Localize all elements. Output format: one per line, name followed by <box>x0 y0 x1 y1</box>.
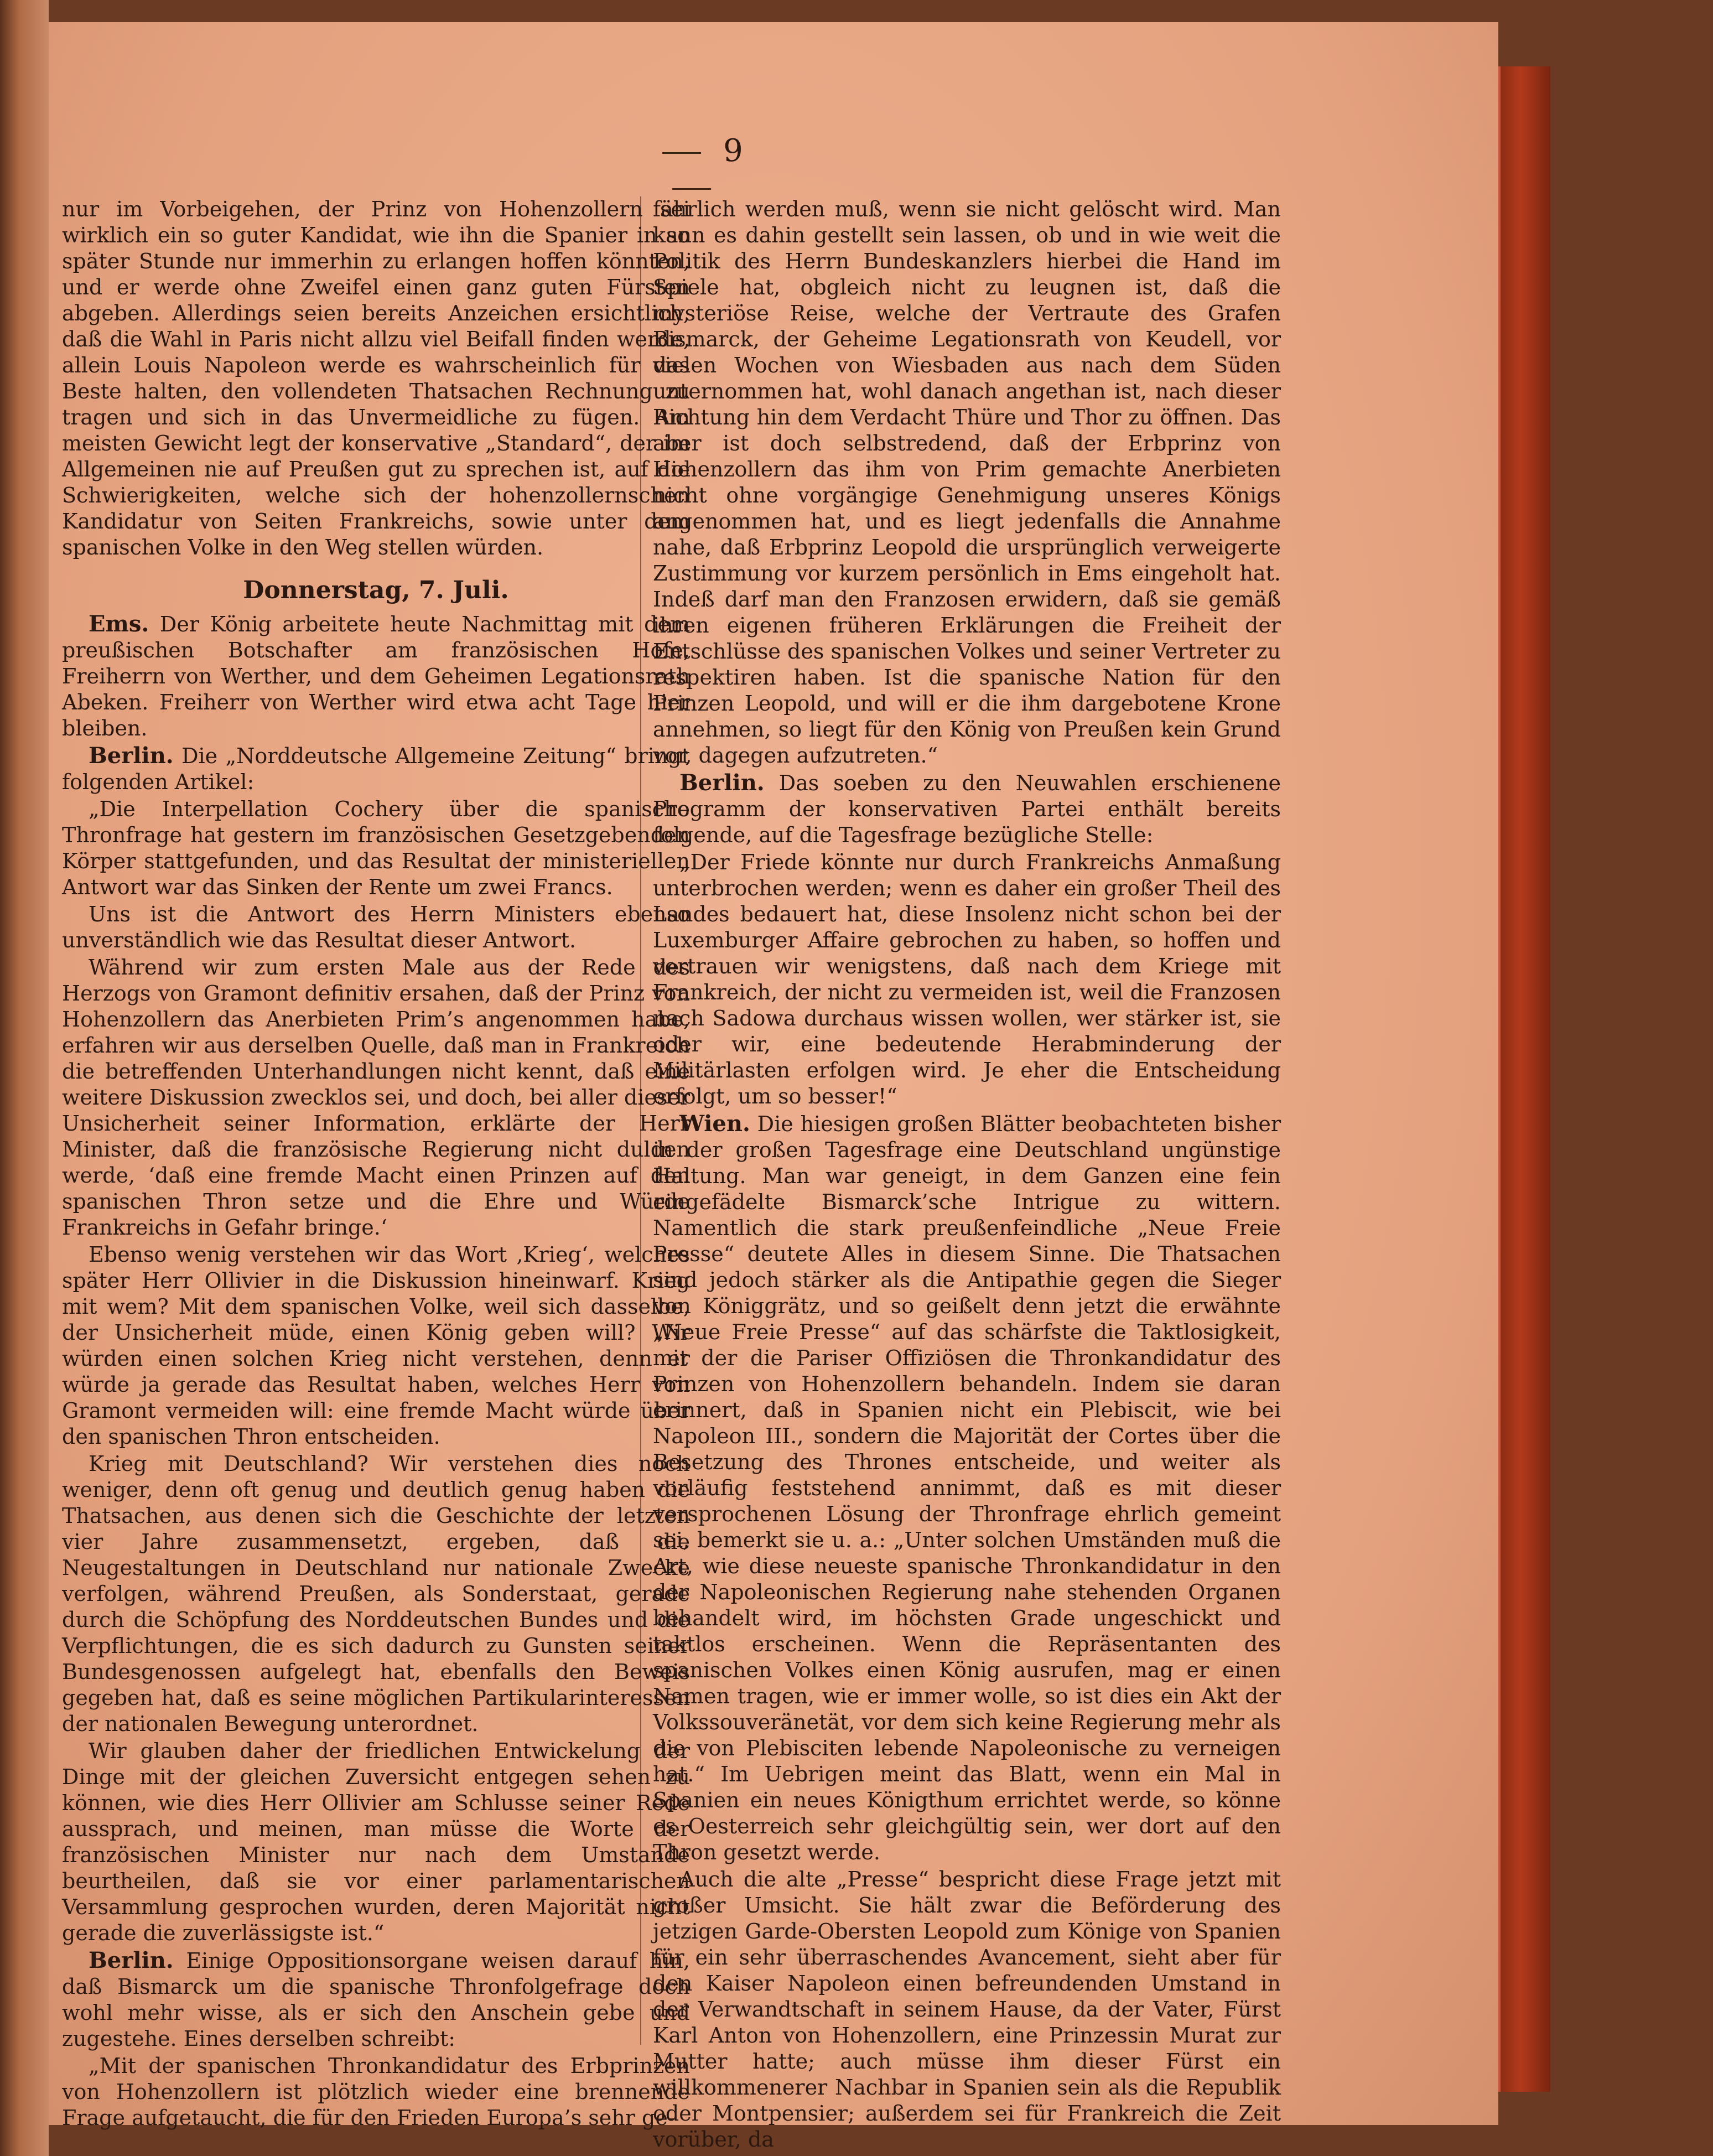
ems-report <box>62 611 690 742</box>
date-heading: Donnerstag, 7. Juli. <box>243 576 509 604</box>
dateline-berlin: Berlin. <box>89 1947 174 1973</box>
page-number-value: 9 <box>723 133 743 169</box>
wien-text: Die hiesigen großen Blätter beobachteten bisher in der großen Tagesfrage eine Deutschland ungünstige Haltung. Man war geneigt, in dem Ganzen eine fein eingefädelte Bismarck’sche Intrigue zu wittern. Namentlich die stark preußenfeindliche „Neue Freie Presse“ deutete Alles in diesem Sinne. Die Thatsachen sind jedoch stärker als die Antipathie gegen die Sieger von Königgrätz, und so geißelt denn jetzt die erwähnte „Neue Freie Presse“ auf das schärfste die Taktlosigkeit, mit der die Pariser Offiziösen die Thronkandidatur des Prinzen von Hohenzollern behandeln. Indem sie daran erinnert, daß in Spanien nicht ein Plebiscit, wie bei Napoleon III., sondern die Majorität der Cortes über die Besetzung des Thrones entscheide, und weiter als vorläufig feststehend annimmt, daß es mit dieser versprochenen Lösung der Thronfrage ehrlich gemeint sei, bemerkt sie u. a.: „Unter solchen Umständen muß die Art, wie diese neueste spanische Thronkandidatur in den der Napoleonischen Regierung nahe stehenden Organen behandelt wird, im höchsten Grade ungeschickt und taktlos erscheinen. Wenn die Repräsentanten des spanischen Volkes einen König ausrufen, mag er einen Namen tragen, wie er immer wolle, so ist dies ein Akt der Volkssouveränetät, vor dem sich keine Regierung mehr als die von Plebisciten lebende Napoleonische zu verneigen hat.“ Im Uebrigen meint das Blatt, wenn ein Mal in Spanien ein neues Königthum errichtet werde, so könne es Oesterreich sehr gleichgültig sein, wer dort auf den Thron gesetzt werde. <box>653 1112 1281 1864</box>
paragraph: Auch die alte „Presse“ bespricht diese Frage jetzt mit großer Umsicht. Sie hält zwar die Beförderung des jetzigen Garde-Obersten Leopold zum Könige von Spanien für ein sehr überraschendes Avancement, sieht aber für den Kaiser Napoleon einen befreundenden Umstand in der Verwandtschaft in seinem Hause, da der Vater, Fürst Karl Anton von Hohenzollern, eine Prinzessin Murat zur Mutter hatte; auch müsse ihm dieser Fürst ein willkommenerer Nachbar in Spanien sein als die Republik oder Montpensier; außerdem sei für Frankreich die Zeit vorüber, da <box>653 1867 1281 2152</box>
wien-report <box>653 1111 1281 1865</box>
berlin-text: Das soeben zu den Neuwahlen erschienene Programm der konservativen Partei enthält bereits folgende, auf die Tagesfrage bezügliche Stelle: <box>653 771 1281 847</box>
paragraph: fährlich werden muß, wenn sie nicht gelöscht wird. Man kann es dahin gestellt sein lassen, ob und in wie weit die Politik des Herrn Bundeskanzlers hierbei die Hand im Spiele hat, obgleich nicht zu leugnen ist, daß die mysteriöse Reise, welche der Vertraute des Grafen Bismarck, der Geheime Legationsrath von Keudell, vor vielen Wochen von Wiesbaden aus nach dem Süden unternommen hat, wohl danach angethan ist, nach dieser Richtung hin dem Verdacht Thüre und Thor zu öffnen. Das aber ist doch selbstredend, daß der Erbprinz von Hohenzollern das ihm von Prim gemachte Anerbieten nicht ohne vorgängige Genehmigung unseres Königs angenommen hat, und es liegt jedenfalls die Annahme nahe, daß Erbprinz Leopold die ursprünglich verweigerte Zustimmung vor kurzem persönlich in Ems eingeholt hat. Indeß darf man den Franzosen erwidern, daß sie gemäß ihren eigenen früheren Erklärungen die Freiheit der Entschlüsse des spanischen Volkes und seiner Vertreter zu respektiren haben. Ist die spanische Nation für den Prinzen Leopold, und will er die ihm dargebotene Krone annehmen, so liegt für den König von Preußen kein Grund vor, dagegen aufzutreten.“ <box>653 197 1281 768</box>
dateline-berlin: Berlin. <box>679 770 765 796</box>
page-number-dash-left <box>662 152 701 154</box>
berlin-text: Einige Oppositionsorgane weisen darauf hin, daß Bismarck um die spanische Thronfolgefrage doch wohl mehr wisse, als er sich den Anschein gebe und zugestehe. Eines derselben schreibt: <box>62 1948 690 2051</box>
quote-paragraph: Während wir zum ersten Male aus der Rede des Herzogs von Gramont definitiv ersahen, daß der Prinz von Hohenzollern das Anerbieten Prim’s angenommen habe, erfahren wir aus derselben Quelle, daß man in Frankreich die betreffenden Unterhandlungen nicht kennt, daß eine weitere Diskussion zwecklos sei, und doch, bei aller dieser Unsicherheit seiner Information, erklärte der Herr Minister, daß die französische Regierung nicht dulden werde, ‘daß eine fremde Macht einen Prinzen auf den spanischen Thron setze und die Ehre und Würde Frankreichs in Gefahr bringe.‘ <box>62 955 690 1240</box>
berlin-report-1 <box>62 743 690 795</box>
quote-paragraph: „Die Interpellation Cochery über die spanische Thronfrage hat gestern im französischen Gesetzgebenden Körper stattgefunden, und das Resultat der ministeriellen Antwort war das Sinken der Rente um zwei Francs. <box>62 797 690 899</box>
quote-paragraph: Uns ist die Antwort des Herrn Ministers ebenso unverständlich wie das Resultat dieser Antwort. <box>62 902 690 952</box>
berlin-text: Die „Norddeutsche Allgemeine Zeitung“ bringt folgenden Artikel: <box>62 744 690 794</box>
quote-paragraph: Ebenso wenig verstehen wir das Wort ‚Krieg‘, welches später Herr Ollivier in die Diskussion hineinwarf. Krieg mit wem? Mit dem spanischen Volke, weil sich dasselbe, der Unsicherheit müde, einen König geben will? Wir würden einen solchen Krieg nicht verstehen, denn er würde ja gerade das Resultat haben, welches Herr von Gramont vermeiden will: eine fremde Macht würde über den spanischen Thron entscheiden. <box>62 1242 690 1449</box>
quote-paragraph: Krieg mit Deutschland? Wir verstehen dies noch weniger, denn oft genug und deutlich genug haben die Thatsachen, aus denen sich die Geschichte der letzten vier Jahre zusammensetzt, ergeben, daß die Neugestaltungen in Deutschland nur nationale Zwecke verfolgen, während Preußen, als Sonderstaat, gerade durch die Schöpfung des Norddeutschen Bundes und die Verpflichtungen, die es sich dadurch zu Gunsten seiner Bundesgenossen aufgelegt hat, ebenfalls den Beweis gegeben hat, daß es seine möglichen Partikularinteressen der nationalen Bewegung unterordnet. <box>62 1452 690 1736</box>
berlin-report-3 <box>653 770 1281 848</box>
paragraph: nur im Vorbeigehen, der Prinz von Hohenzollern sei wirklich ein so guter Kandidat, wie ihn die Spanier in so später Stunde nur immerhin zu erlangen hoffen könnten, und er werde ohne Zweifel einen ganz guten Fürsten abgeben. Allerdings seien bereits Anzeichen ersichtlich, daß die Wahl in Paris nicht allzu viel Beifall finden werde, allein Louis Napoleon werde es wahrscheinlich für das Beste halten, den vollendeten Thatsachen Rechnung zu tragen und sich in das Unvermeidliche zu fügen. Am meisten Gewicht legt der konservative „Standard“, der im Allgemeinen nie auf Preußen gut zu sprechen ist, auf die Schwierigkeiten, welche sich der hohenzollernschen Kandidatur von Seiten Frankreichs, sowie unter dem spanischen Volke in den Weg stellen würden. <box>62 197 690 559</box>
right-column <box>653 196 1281 2154</box>
page-number <box>609 133 775 205</box>
left-column <box>62 196 690 2132</box>
quote-paragraph: Wir glauben daher der friedlichen Entwickelung der Dinge mit der gleichen Zuversicht entgegen sehen zu können, wie dies Herr Ollivier am Schlusse seiner Rede aussprach, und meinen, man müsse die Worte der französischen Minister nur nach dem Umstande beurtheilen, daß sie vor einer parlamentarischen Versammlung gesprochen wurden, deren Majorität nicht gerade die zuverlässigste ist.“ <box>62 1739 690 1945</box>
quote-paragraph: „Mit der spanischen Thronkandidatur des Erbprinzen von Hohenzollern ist plötzlich wieder eine brennende Frage aufgetaucht, die für den Frieden Europa’s sehr ge- <box>62 2054 690 2130</box>
dateline-berlin: Berlin. <box>89 743 174 769</box>
dateline-wien: Wien. <box>679 1111 750 1137</box>
quote-paragraph: „Der Friede könnte nur durch Frankreichs Anmaßung unterbrochen werden; wenn es daher ein großer Theil des Landes bedauert hat, diese Insolenz nicht schon bei der Luxemburger Affaire gebrochen zu haben, so hoffen und vertrauen wir wenigstens, daß nach dem Kriege mit Frankreich, der nicht zu vermeiden ist, weil die Franzosen nach Sadowa durchaus wissen wollen, wer stärker ist, sie oder wir, eine bedeutende Herabminderung der Militärlasten erfolgen wird. Je eher die Entscheidung erfolgt, um so besser!“ <box>653 850 1281 1108</box>
page-number-dash-right <box>672 188 711 190</box>
dateline-ems: Ems. <box>89 611 149 637</box>
left-page-edge <box>0 0 49 2156</box>
berlin-report-2 <box>62 1947 690 2052</box>
book-binding <box>1498 66 1550 2092</box>
ems-text: Der König arbeitete heute Nachmittag mit dem preußischen Botschafter am französischen Hofe, Freiherrn von Werther, und dem Geheimen Legationsrath Abeken. Freiherr von Werther wird etwa acht Tage hier bleiben. <box>62 612 690 740</box>
